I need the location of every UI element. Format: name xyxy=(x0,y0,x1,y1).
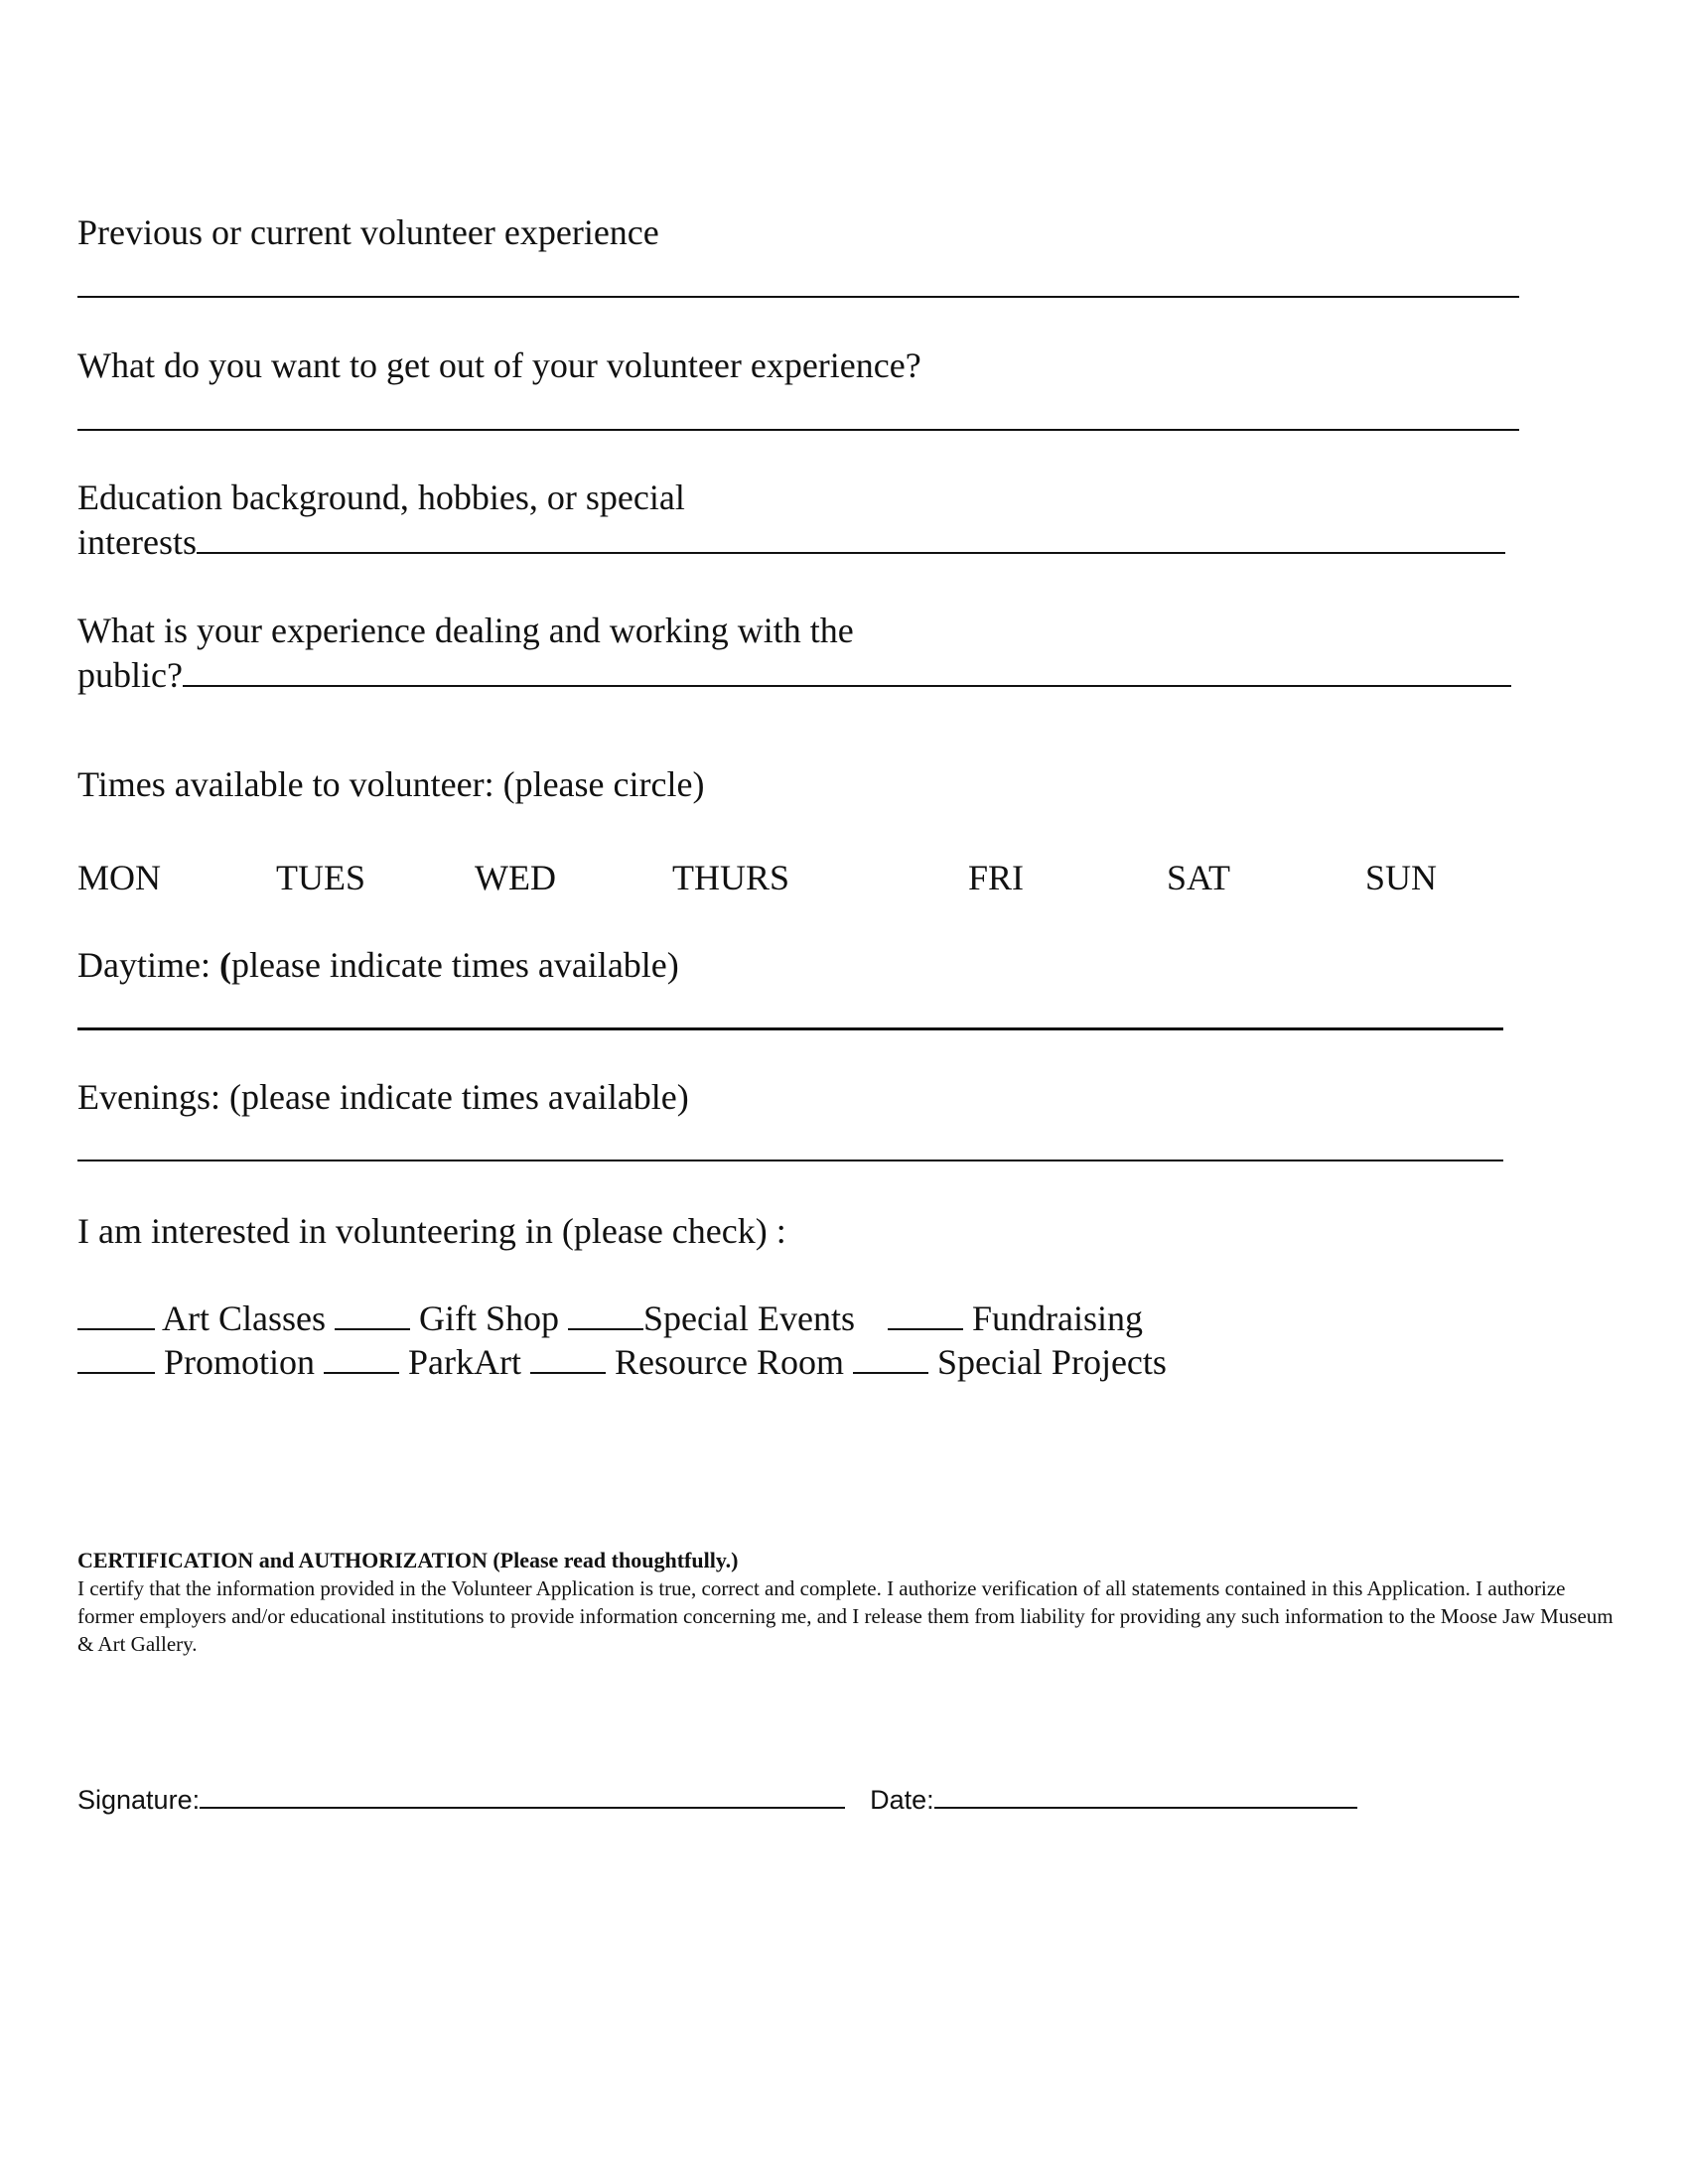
evenings-line[interactable] xyxy=(77,1160,1503,1161)
day-tues[interactable]: TUES xyxy=(276,858,365,897)
daytime-paren: ( xyxy=(218,945,231,985)
previous-experience-label: Previous or current volunteer experience xyxy=(77,212,659,252)
day-sun[interactable]: SUN xyxy=(1365,858,1438,897)
day-thurs[interactable]: THURS xyxy=(672,858,790,897)
daytime-label xyxy=(77,943,679,987)
promotion-blank[interactable] xyxy=(77,1342,155,1374)
interest-row-1 xyxy=(77,1297,1143,1340)
day-wed[interactable]: WED xyxy=(475,858,556,897)
resource-room-label: Resource Room xyxy=(615,1342,844,1382)
interests-heading: I am interested in volunteering in (please check) : xyxy=(77,1211,786,1251)
public-label-text: public? xyxy=(77,655,183,695)
art-classes-blank[interactable] xyxy=(77,1298,155,1330)
signature-label: Signature: xyxy=(77,1785,201,1815)
fundraising-blank[interactable] xyxy=(888,1298,963,1330)
date-line[interactable] xyxy=(934,1806,1357,1809)
evenings-label: Evenings: (please indicate times available) xyxy=(77,1077,689,1117)
parkart-blank[interactable] xyxy=(324,1342,399,1374)
special-events-blank[interactable] xyxy=(568,1298,643,1330)
want-out-line[interactable] xyxy=(77,429,1519,431)
public-label-line2 xyxy=(77,653,1511,697)
education-label-text: interests xyxy=(77,522,197,562)
gift-shop-blank[interactable] xyxy=(335,1298,410,1330)
parkart-label: ParkArt xyxy=(408,1342,521,1382)
availability-heading: Times available to volunteer: (please circle) xyxy=(77,764,705,804)
special-projects-label: Special Projects xyxy=(936,1342,1167,1382)
gift-shop-label: Gift Shop xyxy=(419,1298,560,1338)
education-label-line1: Education background, hobbies, or special xyxy=(77,478,685,517)
signature-row xyxy=(77,1782,1357,1818)
daytime-label-rest: please indicate times available) xyxy=(230,945,679,985)
day-fri[interactable]: FRI xyxy=(968,858,1025,897)
daytime-label-text: Daytime: xyxy=(77,945,219,985)
day-sat[interactable]: SAT xyxy=(1167,858,1231,897)
certification-title: CERTIFICATION and AUTHORIZATION (Please read thoughtfully.) xyxy=(77,1548,739,1572)
resource-room-blank[interactable] xyxy=(530,1342,606,1374)
signature-line[interactable] xyxy=(200,1806,845,1809)
education-label-line2 xyxy=(77,520,1505,564)
daytime-line[interactable] xyxy=(77,1027,1503,1030)
date-label: Date: xyxy=(870,1785,934,1815)
public-label-line1: What is your experience dealing and working with the xyxy=(77,611,854,650)
want-out-label: What do you want to get out of your volunteer experience? xyxy=(77,345,921,385)
certification-body: I certify that the information provided in the Volunteer Application is true, correct and complete. I authorize verification of all statements contained in this Application. I authorize former employers and/or educational institutions to provide information concerning me, and I release them from liability for providing any such information to the Moose Jaw Museum & Art Gallery. xyxy=(77,1576,1614,1656)
previous-experience-line[interactable] xyxy=(77,296,1519,298)
public-line[interactable] xyxy=(183,684,1511,687)
day-mon[interactable]: MON xyxy=(77,858,162,897)
special-projects-blank[interactable] xyxy=(853,1342,928,1374)
art-classes-label: Art Classes xyxy=(162,1298,327,1338)
education-line[interactable] xyxy=(197,551,1505,554)
promotion-label: Promotion xyxy=(164,1342,316,1382)
fundraising-label: Fundraising xyxy=(971,1298,1143,1338)
interest-row-2 xyxy=(77,1340,1167,1384)
special-events-label: Special Events xyxy=(643,1298,855,1338)
